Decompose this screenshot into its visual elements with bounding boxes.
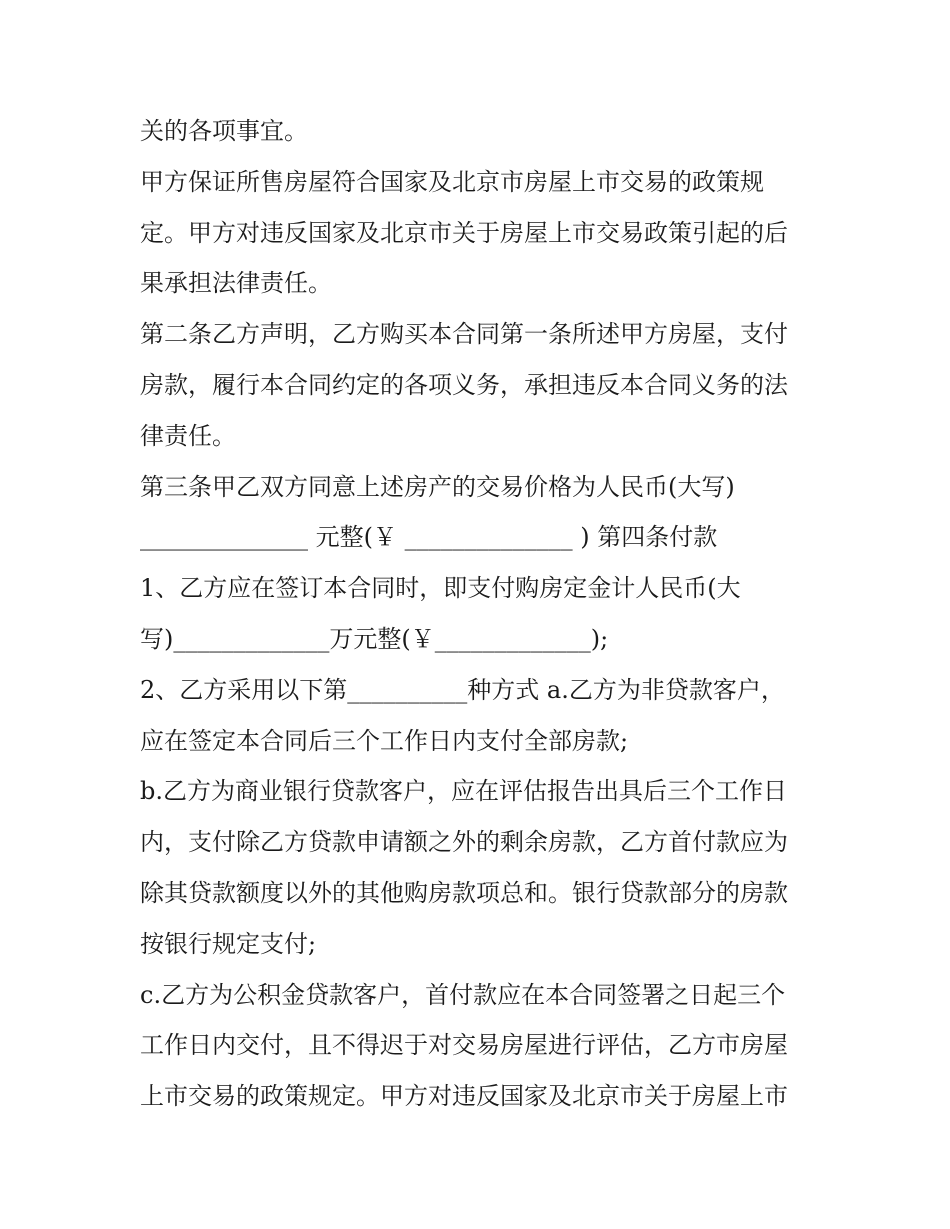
text-line: 果承担法律责任。 [140,269,332,298]
text-line: 1、乙方应在签订本合同时，即支付购房定金计人民币(大 [140,574,741,603]
text-line: 写)_____________万元整(￥_____________); [140,624,609,653]
text-line: 甲方保证所售房屋符合国家及北京市房屋上市交易的政策规 [140,167,764,196]
text-line: 内，支付除乙方贷款申请额之外的剩余房款，乙方首付款应为 [140,828,788,857]
text-line: 房款，履行本合同约定的各项义务，承担违反本合同义务的法 [140,370,788,399]
text-line: 工作日内交付，且不得迟于对交易房屋进行评估，乙方市房屋 [140,1031,788,1060]
contract-text [140,106,820,1122]
text-line: 按银行规定支付; [140,929,317,958]
text-line: 第二条乙方声明，乙方购买本合同第一条所述甲方房屋，支付 [140,320,788,349]
text-line: 关的各项事宜。 [140,117,308,145]
text-line: 2、乙方采用以下第__________种方式 a.乙方为非贷款客户， [140,675,785,704]
text-line: c.乙方为公积金贷款客户，首付款应在本合同签署之日起三个 [140,980,786,1009]
text-line: 除其贷款额度以外的其他购房款项总和。银行贷款部分的房款 [140,878,788,907]
text-line: 应在签定本合同后三个工作日内支付全部房款; [140,726,629,755]
text-line: 律责任。 [140,421,236,450]
text-line: ______________ 元整(￥ ______________ ) 第四条付款 [140,523,718,552]
text-line: b.乙方为商业银行贷款客户，应在评估报告出具后三个工作日 [140,777,787,806]
text-line: 第三条甲乙双方同意上述房产的交易价格为人民币(大写) [140,472,735,501]
text-line: 定。甲方对违反国家及北京市关于房屋上市交易政策引起的后 [140,218,788,247]
text-line: 上市交易的政策规定。甲方对违反国家及北京市关于房屋上市 [140,1082,788,1111]
